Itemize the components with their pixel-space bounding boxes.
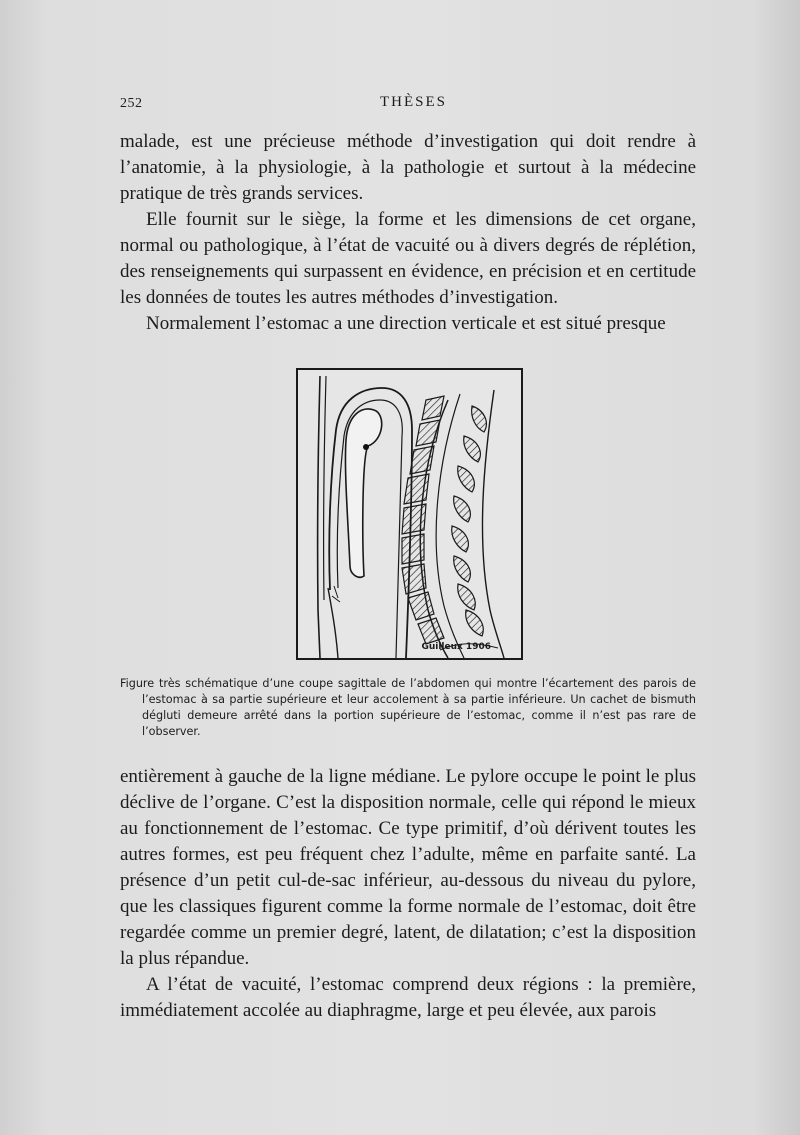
body-text-bottom bbox=[120, 764, 696, 1024]
bismuth-cachet bbox=[363, 444, 369, 450]
paragraph-continuation: malade, est une précieuse méthode d’investigation qui doit rendre à l’anatomie, à la physiologie, à la pathologie et surtout à la médecine pratique de très grands services. bbox=[120, 131, 696, 204]
stomach-sagittal-illustration bbox=[298, 370, 521, 658]
spinous-processes bbox=[452, 406, 487, 636]
figure-caption bbox=[120, 676, 696, 740]
paragraph-position: entièrement à gauche de la ligne médiane. Le pylore occupe le point le plus déclive de l’organe. C’est la disposition normale, celle qui répond le mieux au fonctionnement de l’estomac. Ce type primitif, d’où dérivent toutes les autres formes, est peu fréquent chez l’adulte, même en parfaite santé. La présence d’un petit cul-de-sac inférieur, au-dessous du niveau du pylore, que les classiques figurent comme la forme normale de l’estomac, doit être regardée comme un premier degré, latent, de dilatation; c’est la disposition la plus répandue. bbox=[120, 766, 696, 969]
running-header bbox=[0, 96, 800, 120]
paragraph-normal-stomach: Normalement l’estomac a une direction verticale et est situé presque bbox=[146, 313, 666, 334]
running-title: THÈSES bbox=[380, 94, 448, 110]
figure-sagittal-section bbox=[296, 368, 523, 660]
paragraph-vacuity: A l’état de vacuité, l’estomac comprend deux régions : la première, immédiatement accolée au diaphragme, large et peu élevée, aux parois bbox=[120, 974, 696, 1021]
page-number: 252 bbox=[120, 96, 143, 111]
body-text-top bbox=[120, 129, 696, 337]
caption-text: Figure très schématique d’une coupe sagittale de l’abdomen qui montre l’écartement des parois de l’estomac à sa partie supérieure et leur accolement à sa partie inférieure. Un cachet de bismuth dégluti demeure arrêté dans la portion supérieure de l’estomac, comme il n’est pas rare de l’observer. bbox=[120, 677, 696, 738]
illustrator-signature: Guilleux 1906 bbox=[421, 642, 491, 652]
paragraph-radiology: Elle fournit sur le siège, la forme et les dimensions de cet organe, normal ou pathologique, à l’état de vacuité ou à divers degrés de réplétion, des renseignements qui surpassent en évidence, en précision et en certitude les données de toutes les autres méthodes d’investigation. bbox=[120, 209, 696, 308]
